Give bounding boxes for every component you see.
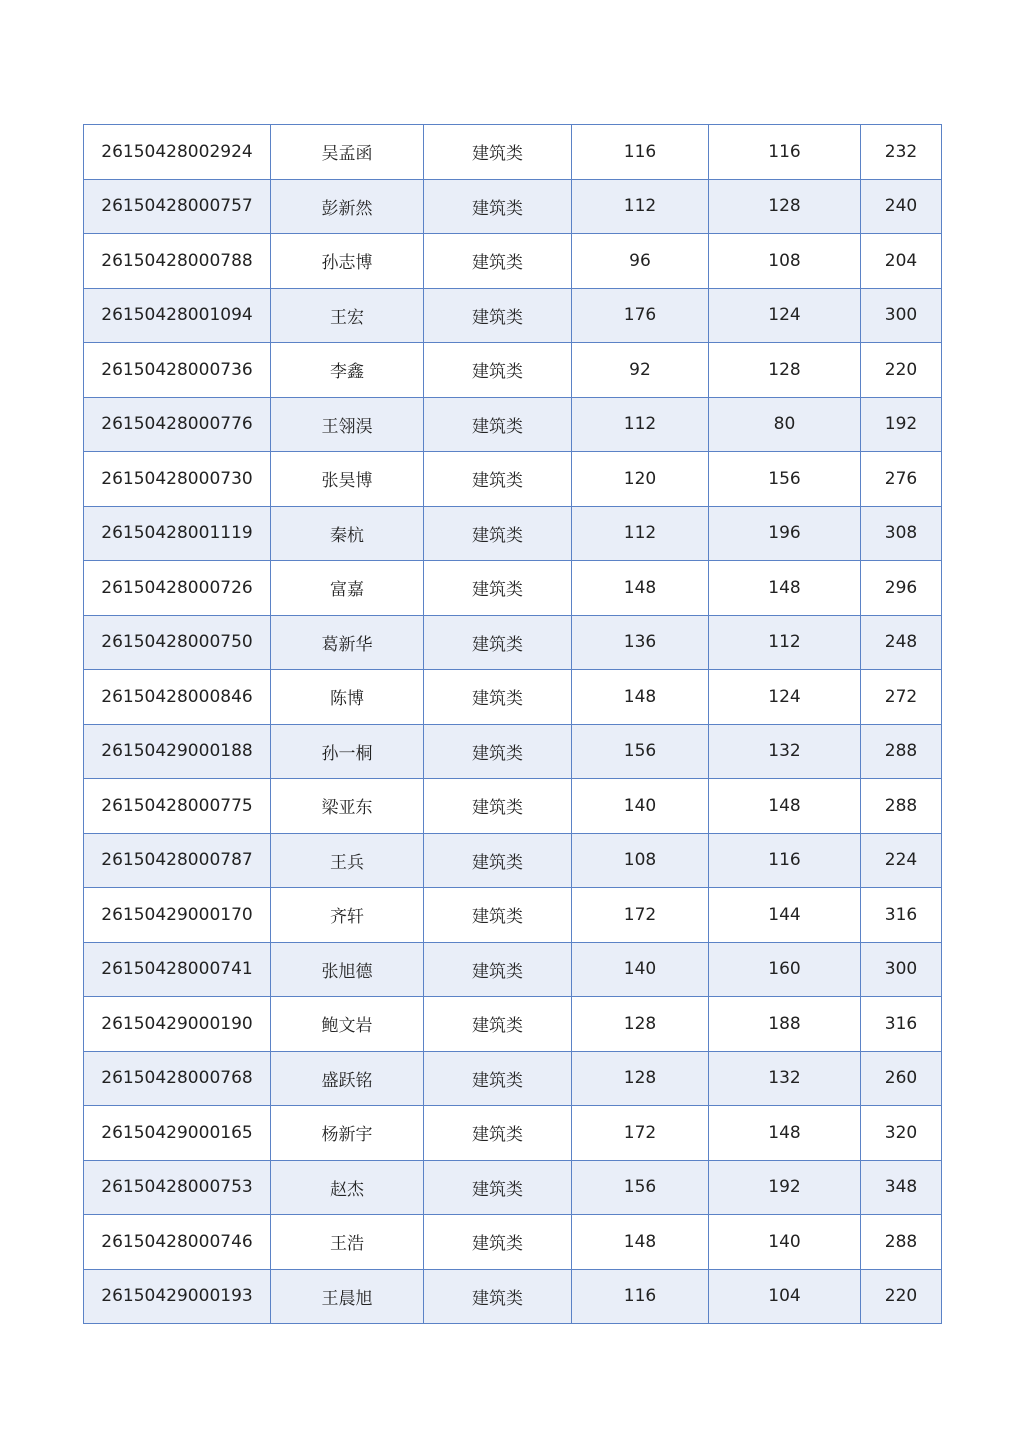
category-cell: 建筑类 bbox=[424, 397, 572, 452]
exam-id-cell: 26150429000165 bbox=[84, 1106, 271, 1161]
score-2-cell: 156 bbox=[709, 452, 861, 507]
score-2-cell: 128 bbox=[709, 179, 861, 234]
exam-id-cell: 26150428000746 bbox=[84, 1215, 271, 1270]
table-row bbox=[84, 506, 942, 561]
score-1-cell: 112 bbox=[572, 397, 709, 452]
category-cell: 建筑类 bbox=[424, 343, 572, 398]
score-1-cell: 172 bbox=[572, 1106, 709, 1161]
exam-id-cell: 26150428000753 bbox=[84, 1160, 271, 1215]
score-1-cell: 120 bbox=[572, 452, 709, 507]
total-score-cell: 272 bbox=[861, 670, 942, 725]
exam-id-cell: 26150429000170 bbox=[84, 888, 271, 943]
total-score-cell: 220 bbox=[861, 1269, 942, 1324]
category-cell: 建筑类 bbox=[424, 670, 572, 725]
score-2-cell: 124 bbox=[709, 670, 861, 725]
total-score-cell: 288 bbox=[861, 724, 942, 779]
table-row bbox=[84, 1106, 942, 1161]
category-cell: 建筑类 bbox=[424, 724, 572, 779]
score-2-cell: 132 bbox=[709, 1051, 861, 1106]
name-cell: 赵杰 bbox=[271, 1160, 424, 1215]
category-cell: 建筑类 bbox=[424, 1215, 572, 1270]
name-cell: 盛跃铭 bbox=[271, 1051, 424, 1106]
table-row bbox=[84, 452, 942, 507]
total-score-cell: 276 bbox=[861, 452, 942, 507]
category-cell: 建筑类 bbox=[424, 779, 572, 834]
name-cell: 齐轩 bbox=[271, 888, 424, 943]
table-row bbox=[84, 1051, 942, 1106]
name-cell: 梁亚东 bbox=[271, 779, 424, 834]
category-cell: 建筑类 bbox=[424, 452, 572, 507]
score-2-cell: 108 bbox=[709, 234, 861, 289]
name-cell: 彭新然 bbox=[271, 179, 424, 234]
exam-id-cell: 26150428000775 bbox=[84, 779, 271, 834]
table-row bbox=[84, 397, 942, 452]
category-cell: 建筑类 bbox=[424, 942, 572, 997]
exam-id-cell: 26150428001119 bbox=[84, 506, 271, 561]
category-cell: 建筑类 bbox=[424, 1160, 572, 1215]
name-cell: 张昊博 bbox=[271, 452, 424, 507]
exam-id-cell: 26150428000846 bbox=[84, 670, 271, 725]
total-score-cell: 232 bbox=[861, 125, 942, 180]
exam-id-cell: 26150428000726 bbox=[84, 561, 271, 616]
exam-id-cell: 26150428000757 bbox=[84, 179, 271, 234]
table-row bbox=[84, 615, 942, 670]
table-row bbox=[84, 343, 942, 398]
category-cell: 建筑类 bbox=[424, 1106, 572, 1161]
exam-id-cell: 26150428000776 bbox=[84, 397, 271, 452]
score-2-cell: 148 bbox=[709, 779, 861, 834]
category-cell: 建筑类 bbox=[424, 833, 572, 888]
table-row bbox=[84, 670, 942, 725]
score-1-cell: 148 bbox=[572, 1215, 709, 1270]
total-score-cell: 288 bbox=[861, 779, 942, 834]
score-2-cell: 116 bbox=[709, 833, 861, 888]
score-1-cell: 148 bbox=[572, 561, 709, 616]
score-2-cell: 132 bbox=[709, 724, 861, 779]
category-cell: 建筑类 bbox=[424, 506, 572, 561]
name-cell: 张旭德 bbox=[271, 942, 424, 997]
score-2-cell: 124 bbox=[709, 288, 861, 343]
total-score-cell: 260 bbox=[861, 1051, 942, 1106]
score-1-cell: 140 bbox=[572, 942, 709, 997]
total-score-cell: 348 bbox=[861, 1160, 942, 1215]
total-score-cell: 248 bbox=[861, 615, 942, 670]
score-1-cell: 148 bbox=[572, 670, 709, 725]
table-row bbox=[84, 288, 942, 343]
score-1-cell: 172 bbox=[572, 888, 709, 943]
category-cell: 建筑类 bbox=[424, 997, 572, 1052]
category-cell: 建筑类 bbox=[424, 179, 572, 234]
exam-id-cell: 26150428000736 bbox=[84, 343, 271, 398]
score-2-cell: 148 bbox=[709, 561, 861, 616]
category-cell: 建筑类 bbox=[424, 615, 572, 670]
total-score-cell: 296 bbox=[861, 561, 942, 616]
total-score-cell: 288 bbox=[861, 1215, 942, 1270]
exam-id-cell: 26150429000188 bbox=[84, 724, 271, 779]
name-cell: 陈博 bbox=[271, 670, 424, 725]
total-score-cell: 316 bbox=[861, 888, 942, 943]
score-2-cell: 196 bbox=[709, 506, 861, 561]
score-1-cell: 176 bbox=[572, 288, 709, 343]
total-score-cell: 192 bbox=[861, 397, 942, 452]
exam-id-cell: 26150428001094 bbox=[84, 288, 271, 343]
score-2-cell: 148 bbox=[709, 1106, 861, 1161]
score-1-cell: 112 bbox=[572, 506, 709, 561]
score-1-cell: 116 bbox=[572, 1269, 709, 1324]
total-score-cell: 224 bbox=[861, 833, 942, 888]
exam-id-cell: 26150428000750 bbox=[84, 615, 271, 670]
name-cell: 葛新华 bbox=[271, 615, 424, 670]
name-cell: 王晨旭 bbox=[271, 1269, 424, 1324]
category-cell: 建筑类 bbox=[424, 1269, 572, 1324]
total-score-cell: 204 bbox=[861, 234, 942, 289]
total-score-cell: 320 bbox=[861, 1106, 942, 1161]
score-1-cell: 92 bbox=[572, 343, 709, 398]
name-cell: 王浩 bbox=[271, 1215, 424, 1270]
table-row bbox=[84, 779, 942, 834]
exam-id-cell: 26150428000788 bbox=[84, 234, 271, 289]
name-cell: 王兵 bbox=[271, 833, 424, 888]
table-row bbox=[84, 997, 942, 1052]
score-2-cell: 188 bbox=[709, 997, 861, 1052]
exam-id-cell: 26150428000787 bbox=[84, 833, 271, 888]
total-score-cell: 300 bbox=[861, 942, 942, 997]
score-1-cell: 136 bbox=[572, 615, 709, 670]
category-cell: 建筑类 bbox=[424, 888, 572, 943]
total-score-cell: 300 bbox=[861, 288, 942, 343]
total-score-cell: 316 bbox=[861, 997, 942, 1052]
name-cell: 鲍文岩 bbox=[271, 997, 424, 1052]
total-score-cell: 308 bbox=[861, 506, 942, 561]
exam-id-cell: 26150429000193 bbox=[84, 1269, 271, 1324]
score-2-cell: 80 bbox=[709, 397, 861, 452]
score-1-cell: 128 bbox=[572, 1051, 709, 1106]
score-table bbox=[83, 124, 942, 1324]
score-2-cell: 144 bbox=[709, 888, 861, 943]
score-1-cell: 112 bbox=[572, 179, 709, 234]
score-2-cell: 160 bbox=[709, 942, 861, 997]
score-2-cell: 112 bbox=[709, 615, 861, 670]
table-body bbox=[84, 125, 942, 1324]
total-score-cell: 220 bbox=[861, 343, 942, 398]
table-row bbox=[84, 179, 942, 234]
name-cell: 李鑫 bbox=[271, 343, 424, 398]
name-cell: 王翎淏 bbox=[271, 397, 424, 452]
table-row bbox=[84, 888, 942, 943]
exam-id-cell: 26150428000768 bbox=[84, 1051, 271, 1106]
score-1-cell: 156 bbox=[572, 724, 709, 779]
score-1-cell: 96 bbox=[572, 234, 709, 289]
table-row bbox=[84, 942, 942, 997]
name-cell: 秦杭 bbox=[271, 506, 424, 561]
name-cell: 王宏 bbox=[271, 288, 424, 343]
score-2-cell: 192 bbox=[709, 1160, 861, 1215]
score-1-cell: 108 bbox=[572, 833, 709, 888]
score-1-cell: 140 bbox=[572, 779, 709, 834]
name-cell: 吴孟函 bbox=[271, 125, 424, 180]
score-2-cell: 140 bbox=[709, 1215, 861, 1270]
category-cell: 建筑类 bbox=[424, 561, 572, 616]
table-row bbox=[84, 1160, 942, 1215]
name-cell: 杨新宇 bbox=[271, 1106, 424, 1161]
score-1-cell: 116 bbox=[572, 125, 709, 180]
category-cell: 建筑类 bbox=[424, 288, 572, 343]
table-row bbox=[84, 234, 942, 289]
score-1-cell: 156 bbox=[572, 1160, 709, 1215]
table-row bbox=[84, 833, 942, 888]
score-2-cell: 128 bbox=[709, 343, 861, 398]
table-row bbox=[84, 1269, 942, 1324]
exam-id-cell: 26150428002924 bbox=[84, 125, 271, 180]
table-row bbox=[84, 724, 942, 779]
name-cell: 孙志博 bbox=[271, 234, 424, 289]
score-1-cell: 128 bbox=[572, 997, 709, 1052]
score-2-cell: 116 bbox=[709, 125, 861, 180]
score-2-cell: 104 bbox=[709, 1269, 861, 1324]
category-cell: 建筑类 bbox=[424, 125, 572, 180]
exam-id-cell: 26150428000741 bbox=[84, 942, 271, 997]
exam-id-cell: 26150428000730 bbox=[84, 452, 271, 507]
table-row bbox=[84, 125, 942, 180]
table-row bbox=[84, 561, 942, 616]
table-row bbox=[84, 1215, 942, 1270]
category-cell: 建筑类 bbox=[424, 234, 572, 289]
name-cell: 孙一桐 bbox=[271, 724, 424, 779]
category-cell: 建筑类 bbox=[424, 1051, 572, 1106]
name-cell: 富嘉 bbox=[271, 561, 424, 616]
total-score-cell: 240 bbox=[861, 179, 942, 234]
exam-id-cell: 26150429000190 bbox=[84, 997, 271, 1052]
